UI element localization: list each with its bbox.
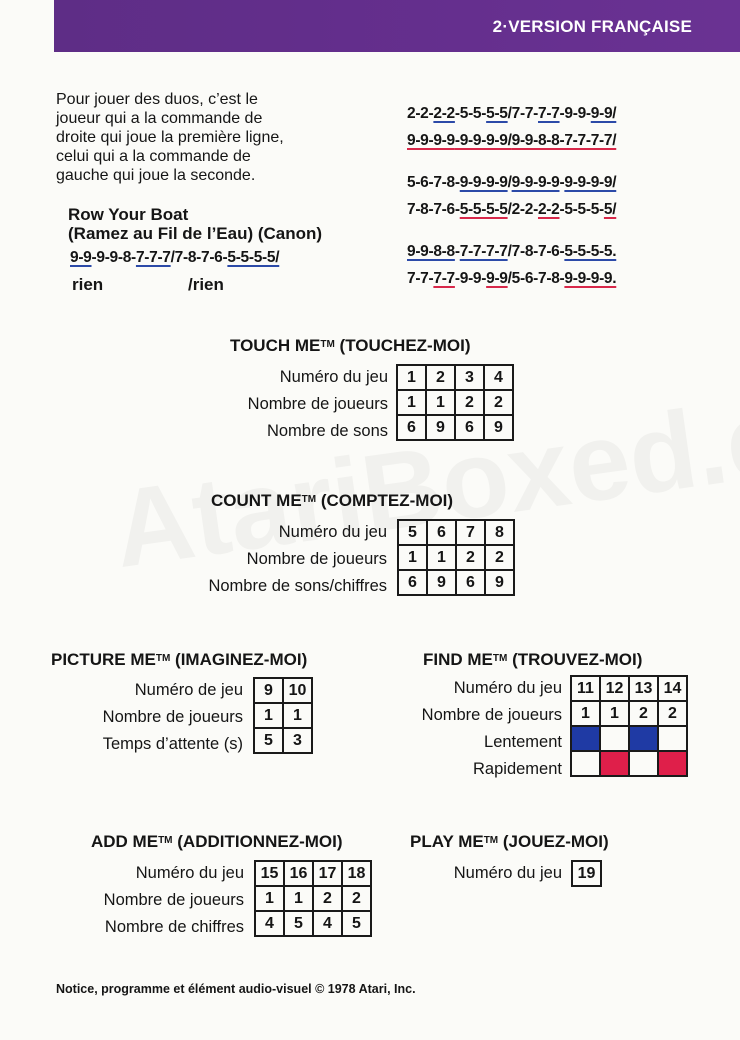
table-cell: 4 (484, 365, 513, 390)
count-me-title: COUNT ME™ (COMPTEZ-MOI) (211, 491, 454, 510)
table-cell: 4 (255, 911, 284, 936)
row-label: Nombre de joueurs (421, 706, 562, 724)
table-cell: 14 (658, 676, 687, 701)
table-row (397, 390, 513, 415)
table-cell: 19 (572, 861, 601, 886)
table-row (398, 545, 514, 570)
sequence-segment: / (507, 174, 512, 191)
duo-line (407, 105, 616, 123)
table-row (254, 728, 312, 753)
table-cell: 5 (398, 520, 427, 545)
table-row (571, 701, 687, 726)
sequence-segment: 5-5 (486, 105, 508, 122)
row-labels (454, 860, 562, 887)
sequence-segment: 7-7-7-7 (459, 243, 508, 260)
table-cell: 3 (283, 728, 312, 753)
header-band (54, 0, 740, 52)
table-cell: 12 (600, 676, 629, 701)
game-table (570, 675, 688, 777)
sequence-segment: 5-5-5-5/ (227, 249, 280, 266)
sequence-segment: 7-7 (433, 270, 455, 287)
touch-me-title: TOUCH ME™ (TOUCHEZ-MOI) (230, 336, 471, 355)
table-cell: 15 (255, 861, 284, 886)
table-cell: 1 (426, 390, 455, 415)
table-row (255, 886, 371, 911)
table-cell: 1 (255, 886, 284, 911)
table-cell: 1 (254, 703, 283, 728)
table-cell: 18 (342, 861, 371, 886)
sequence-segment: 7-7-7 (135, 249, 171, 266)
row-labels (208, 519, 387, 600)
row-label: Numéro de jeu (134, 681, 243, 699)
table-cell: 6 (397, 415, 426, 440)
sequence-segment: 5-5-5-5. (564, 243, 617, 260)
rest-left: rien (72, 275, 104, 294)
table-cell: 1 (397, 390, 426, 415)
row-label: Nombre de sons/chiffres (208, 577, 387, 595)
table-row (254, 703, 312, 728)
table-row (397, 365, 513, 390)
sequence-segment: /7-7- (507, 105, 539, 122)
table-cell: 11 (571, 676, 600, 701)
color-swatch-cell (629, 751, 658, 776)
sequence-segment: /5-6-7-8- (507, 270, 565, 287)
sequence-segment: 7-7- (407, 270, 434, 287)
table-cell: 6 (398, 570, 427, 595)
color-swatch-cell (571, 726, 600, 751)
table-row (571, 726, 687, 751)
table-cell: 7 (456, 520, 485, 545)
table-cell: 1 (283, 703, 312, 728)
table-cell: 10 (283, 678, 312, 703)
duo-line (407, 243, 616, 261)
row-labels (248, 364, 388, 445)
sequence-segment: -9-9-9-9/ (454, 132, 512, 149)
row-labels (104, 860, 244, 941)
row-label: Nombre de joueurs (247, 395, 388, 413)
table-row (254, 678, 312, 703)
game-table (396, 364, 514, 441)
sequence-segment: -9-9-8- (91, 249, 136, 266)
sequence-segment: 7-8-7-6- (407, 201, 460, 218)
duo-line (407, 174, 616, 192)
color-swatch-cell (658, 751, 687, 776)
table-cell: 2 (456, 545, 485, 570)
header-title: 2·VERSION FRANÇAISE (492, 17, 692, 36)
table-cell: 1 (397, 365, 426, 390)
table-cell: 1 (398, 545, 427, 570)
sequence-segment: - (559, 174, 565, 191)
table-cell: 1 (284, 886, 313, 911)
table-cell: 5 (284, 911, 313, 936)
table-cell: 6 (456, 570, 485, 595)
color-swatch-cell (600, 726, 629, 751)
table-cell: 2 (455, 390, 484, 415)
sequence-segment: 9-9-9-9 (459, 174, 508, 191)
table-row (255, 861, 371, 886)
sequence-segment: 9-9-8-8 (407, 243, 455, 260)
sequence-segment: /7-8-7-6- (170, 249, 228, 266)
find-me-title: FIND ME™ (TROUVEZ-MOI) (423, 650, 643, 669)
table-cell: 1 (427, 545, 456, 570)
table-cell: 2 (629, 701, 658, 726)
table-cell: 1 (571, 701, 600, 726)
sequence-segment: 2-2 (537, 201, 560, 218)
sequence-segment: 2-2 (433, 105, 455, 122)
table-cell: 2 (342, 886, 371, 911)
table-cell: 2 (484, 390, 513, 415)
row-label: Numéro du jeu (279, 368, 388, 386)
game-table (571, 860, 602, 887)
copyright-footer: Notice, programme et élément audio-visuel © 1978 Atari, Inc. (56, 982, 416, 996)
sequence-segment: 5/ (603, 201, 617, 218)
sequence-segment: 5-6-7-8- (407, 174, 460, 191)
sequence-segment: 9-9-9-9 (407, 132, 455, 149)
table-cell: 9 (485, 570, 514, 595)
game-table (253, 677, 313, 754)
row-label: Nombre de joueurs (246, 550, 387, 568)
row-label: Nombre de sons (266, 422, 388, 440)
sequence-segment: 9-9 (486, 270, 508, 287)
table-cell: 2 (658, 701, 687, 726)
rest-right: /rien (188, 275, 224, 294)
sequence-segment: -9-9- (559, 105, 591, 122)
table-cell: 8 (485, 520, 514, 545)
row-label: Nombre de joueurs (103, 891, 244, 909)
table-row (398, 520, 514, 545)
table-cell: 9 (426, 415, 455, 440)
row-labels (103, 677, 243, 758)
sequence-segment: -5-5- (454, 105, 487, 122)
picture-me-title: PICTURE ME™ (IMAGINEZ-MOI) (51, 650, 308, 669)
table-cell: 5 (254, 728, 283, 753)
table-cell: 2 (426, 365, 455, 390)
row-label: Numéro du jeu (453, 679, 562, 697)
sequence-segment: 9-9/ (590, 105, 617, 122)
sequence-segment: /7-8-7-6- (507, 243, 565, 260)
table-row (572, 861, 601, 886)
sequence-segment: -5-5-5- (559, 201, 604, 218)
color-swatch-cell (600, 751, 629, 776)
sequence-segment: 9-9-9-9 (511, 174, 560, 191)
sequence-segment: - (454, 243, 460, 260)
add-me-title: ADD ME™ (ADDITIONNEZ-MOI) (91, 832, 343, 851)
color-swatch-cell (658, 726, 687, 751)
sequence-segment: 9-9-8-8 (511, 132, 560, 149)
table-cell: 16 (284, 861, 313, 886)
table-row (571, 676, 687, 701)
table-cell: 6 (427, 520, 456, 545)
table-cell: 9 (427, 570, 456, 595)
duo-line (407, 201, 616, 219)
row-label: Temps d’attente (s) (102, 735, 243, 753)
game-table (254, 860, 372, 937)
duo-line (407, 270, 616, 288)
color-swatch-cell (571, 751, 600, 776)
game-table (397, 519, 515, 596)
sequence-segment: 7-7 (538, 105, 560, 122)
table-cell: 9 (484, 415, 513, 440)
table-cell: 1 (600, 701, 629, 726)
table-row (255, 911, 371, 936)
table-cell: 4 (313, 911, 342, 936)
row-label: Nombre de chiffres (104, 918, 244, 936)
table-cell: 13 (629, 676, 658, 701)
table-cell: 5 (342, 911, 371, 936)
sequence-segment: 5-5-5-5 (459, 201, 508, 218)
row-label: Nombre de joueurs (102, 708, 243, 726)
row-label: Numéro du jeu (453, 864, 562, 882)
color-swatch-cell (629, 726, 658, 751)
row-your-boat-sequence (70, 249, 279, 267)
table-cell: 3 (455, 365, 484, 390)
song-title: Row Your Boat (Ramez au Fil de l’Eau) (Canon) (68, 205, 323, 243)
table-cell: 2 (485, 545, 514, 570)
sequence-segment: 9-9-9-9/ (564, 174, 617, 191)
table-cell: 6 (455, 415, 484, 440)
play-me-title: PLAY ME™ (JOUEZ-MOI) (410, 832, 609, 851)
table-row (571, 751, 687, 776)
row-label: Lentement (484, 733, 562, 751)
sequence-segment: 9-9-9-9. (564, 270, 617, 287)
sequence-segment: -7-7-7-7/ (559, 132, 617, 149)
intro-paragraph: Pour jouer des duos, c’est le joueur qui a la commande de droite qui joue la première ligne, celui qui a la commande de gauche qui joue la seconde. (56, 91, 284, 184)
table-cell: 9 (254, 678, 283, 703)
sequence-segment: -9-9- (454, 270, 487, 287)
row-labels (422, 675, 562, 783)
table-cell: 2 (313, 886, 342, 911)
duo-line (407, 132, 616, 150)
row-label: Numéro du jeu (278, 523, 387, 541)
table-cell: 17 (313, 861, 342, 886)
row-label: Numéro du jeu (135, 864, 244, 882)
sequence-segment: 2-2- (407, 105, 434, 122)
sequence-segment: 9-9 (70, 249, 92, 266)
table-row (398, 570, 514, 595)
sequence-segment: /2-2- (507, 201, 538, 218)
table-row (397, 415, 513, 440)
row-label: Rapidement (473, 760, 562, 778)
